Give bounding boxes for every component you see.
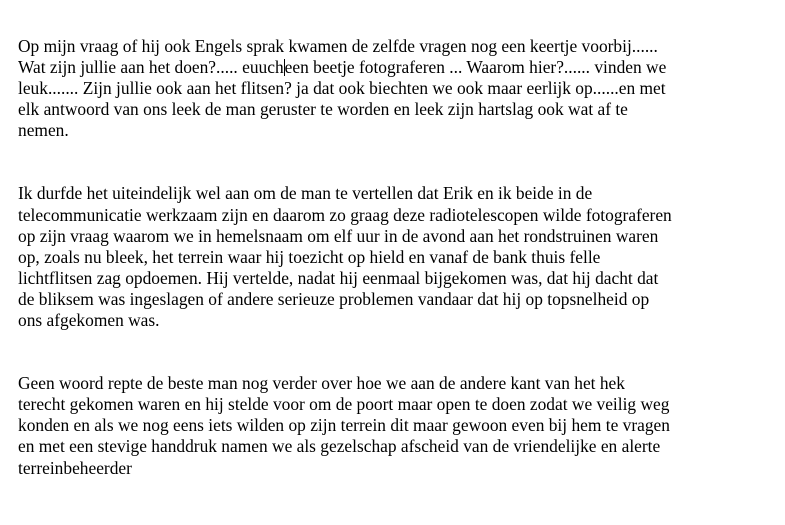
text-line: elk antwoord van ons leek de man geruster te worden en leek zijn hartslag ook wat af te (18, 99, 628, 120)
paragraph-3 (18, 373, 780, 478)
text-line: Op mijn vraag of hij ook Engels sprak kwamen de zelfde vragen nog een keertje voorbij...... (18, 36, 658, 56)
text-line: ons afgekomen was. (18, 310, 160, 331)
text-line: leuk....... Zijn jullie ook aan het flitsen? ja dat ook biechten we ook maar eerlijk op......en met (18, 78, 666, 99)
text-line: en met een stevige handdruk namen we als gezelschap afscheid van de vriendelijke en alerte (18, 436, 661, 457)
text-segment: een beetje fotograferen ... Waarom hier?...... vinden we (284, 57, 667, 78)
paragraph-2 (18, 183, 780, 331)
paragraph-spacing (18, 141, 780, 183)
text-line: Geen woord repte de beste man nog verder over hoe we aan de andere kant van het hek (18, 373, 625, 394)
text-line: telecommunicatie werkzaam zijn en daarom zo graag deze radiotelescopen wilde fotograferen (18, 204, 672, 225)
text-line: op zijn vraag waarom we in hemelsnaam om elf uur in de avond aan het rondstruinen waren (18, 225, 659, 246)
text-segment: Wat zijn jullie aan het doen?..... euuch (18, 57, 284, 78)
text-line: lichtflitsen zag opdoemen. Hij vertelde, nadat hij eenmaal bijgekomen was, dat hij dacht dat (18, 267, 659, 288)
text-line: konden en als we nog eens iets wilden op zijn terrein dit maar gewoon even bij hem te vragen (18, 415, 670, 436)
text-line: terecht gekomen waren en hij stelde voor om de poort maar open te doen zodat we veilig weg (18, 394, 670, 415)
text-line (18, 57, 780, 78)
text-line: terreinbeheerder (18, 457, 132, 478)
text-line: de bliksem was ingeslagen of andere serieuze problemen vandaar dat hij op topsnelheid op (18, 288, 650, 309)
paragraph-1 (18, 36, 780, 141)
paragraph-spacing (18, 331, 780, 373)
text-line: op, zoals nu bleek, het terrein waar hij toezicht op hield en vanaf de bank thuis felle (18, 246, 601, 267)
text-line: Ik durfde het uiteindelijk wel aan om de man te vertellen dat Erik en ik beide in de (18, 183, 593, 204)
text-line: nemen. (18, 120, 69, 141)
document-body[interactable] (18, 36, 780, 479)
